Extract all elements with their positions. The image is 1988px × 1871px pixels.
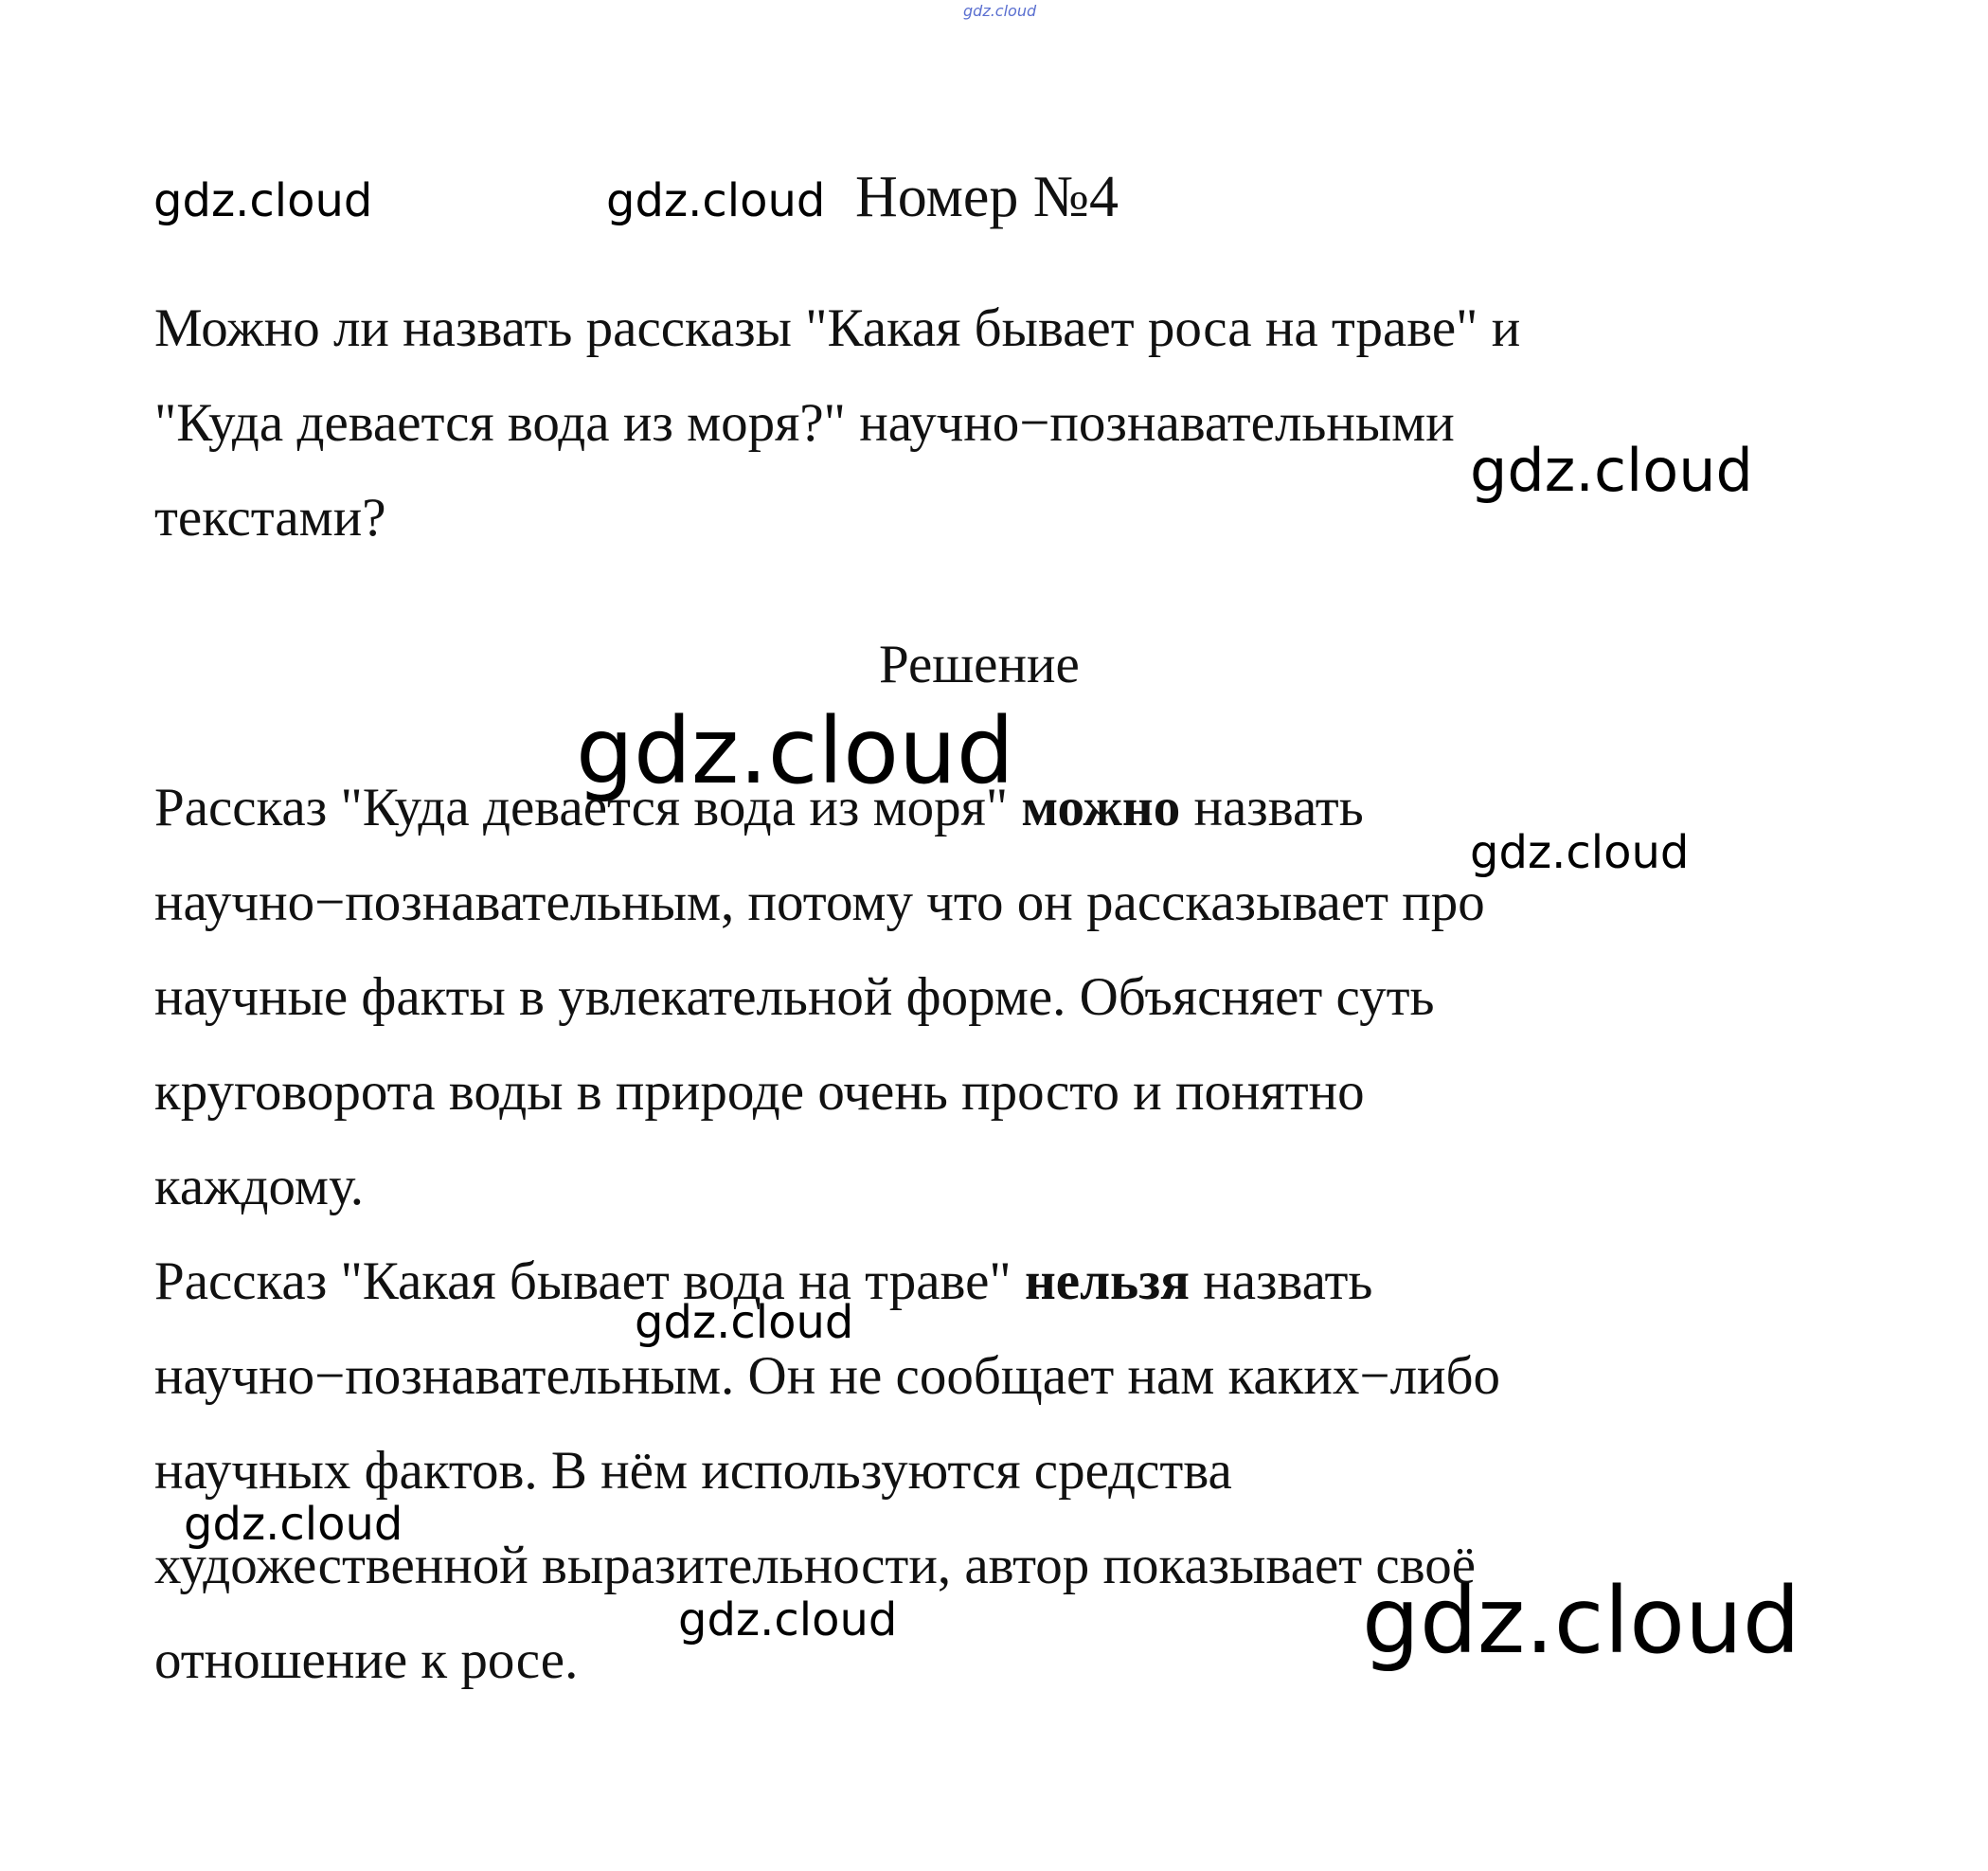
- answer-text: Рассказ "Куда девается вода из моря": [154, 778, 1022, 837]
- question-line-1: Можно ли назвать рассказы "Какая бывает роса на траве" и: [154, 298, 1521, 358]
- answer-line: научно−познавательным, потому что он рассказывает про: [154, 873, 1485, 932]
- watermark: gdz.cloud: [576, 698, 1014, 804]
- watermark: gdz.cloud: [606, 174, 826, 227]
- watermark: gdz.cloud: [1470, 826, 1690, 879]
- page-title: Номер №4: [855, 165, 1119, 229]
- solution-heading: Решение: [879, 635, 1080, 694]
- answer-line: научных фактов. В нём используются средства: [154, 1441, 1232, 1501]
- question-line-3: текстами?: [154, 488, 386, 548]
- answer-line: круговорота воды в природе очень просто и понятно: [154, 1062, 1365, 1122]
- watermark-top: gdz.cloud: [963, 2, 1037, 20]
- answer-line: [154, 775, 1364, 841]
- watermark: gdz.cloud: [153, 174, 373, 227]
- answer-line: научно−познавательным. Он не сообщает нам каких−либо: [154, 1346, 1501, 1406]
- watermark: gdz.cloud: [184, 1498, 403, 1551]
- answer-text: назвать: [1180, 778, 1364, 837]
- watermark: gdz.cloud: [1470, 436, 1753, 505]
- answer-line: отношение к росе.: [154, 1630, 579, 1690]
- answer-bold-text: можно: [1021, 778, 1181, 837]
- answer-line: научные факты в увлекательной форме. Объясняет суть: [154, 967, 1435, 1027]
- answer-text: назвать: [1189, 1251, 1373, 1311]
- answer-text: Рассказ "Какая бывает вода на траве": [154, 1251, 1025, 1311]
- watermark: gdz.cloud: [635, 1296, 854, 1349]
- watermark: gdz.cloud: [678, 1593, 898, 1646]
- question-line-2: "Куда девается вода из моря?" научно−познавательными: [154, 393, 1455, 453]
- answer-line: каждому.: [154, 1157, 365, 1216]
- answer-bold-text: нельзя: [1024, 1251, 1190, 1311]
- watermark: gdz.cloud: [1362, 1568, 1800, 1674]
- answer-line: художественной выразительности, автор показывает своё: [154, 1536, 1477, 1595]
